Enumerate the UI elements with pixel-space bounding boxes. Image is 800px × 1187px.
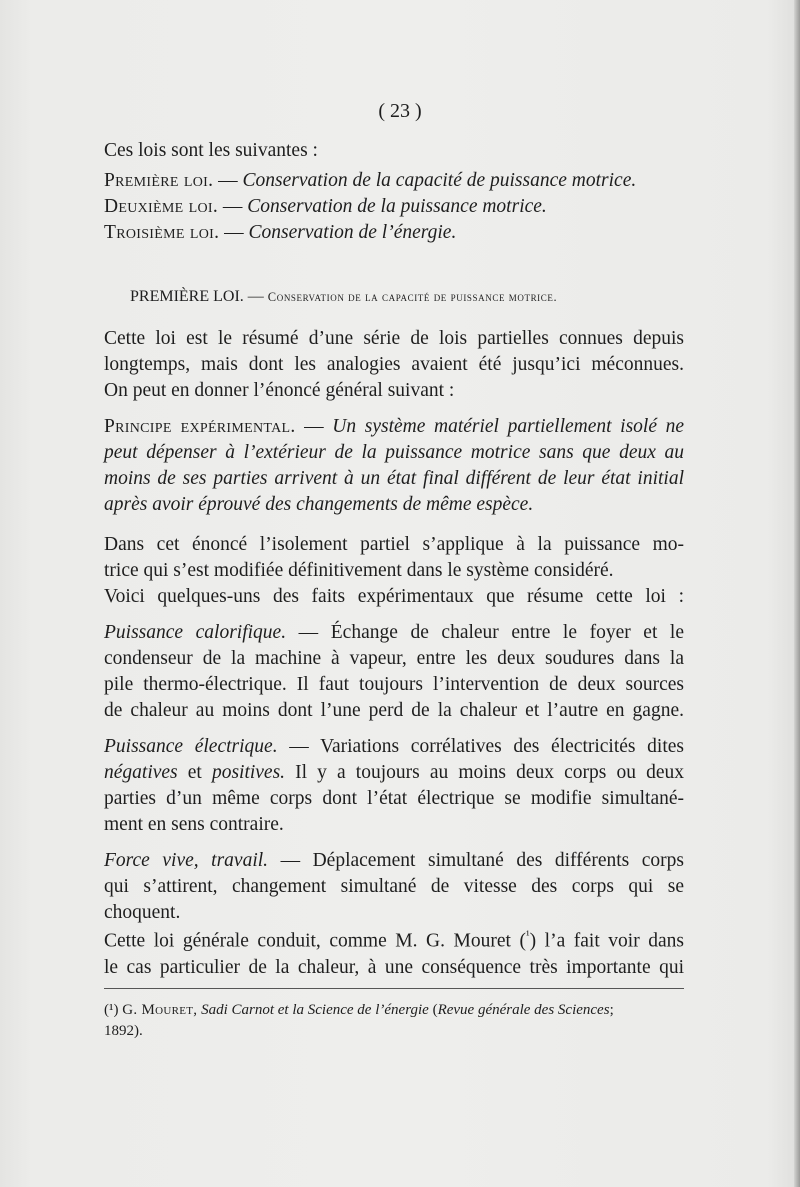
- force-paragraph: Force vive, travail. — Déplacement simultané des différents corps qui s’attirent, changement simultané de vitesse des corps qui se choquent.: [104, 850, 684, 923]
- laws-list: [104, 168, 684, 246]
- calorific-paragraph: Puissance calorifique. — Échange de chaleur entre le foyer et le condenseur de la machine à vapeur, entre les deux soudures dans la pile thermo-électrique. Il faut toujours l’intervention de deux sources de chaleur au moins dont l’une perd de la chaleur et l’autre en gagne.: [104, 622, 685, 721]
- law-2: Deuxième loi. — Conservation de la puissance motrice.: [104, 196, 547, 217]
- footnote-divider: [104, 988, 684, 989]
- paragraph-2: Dans cet énoncé l’isolement partiel s’applique à la puissance mo- trice qui s’est modifiée définitivement dans le système considéré. Voici quelques-uns des faits expérimentaux que résume cette loi :: [104, 534, 684, 607]
- last-paragraph: Cette loi générale conduit, comme M. G. Mouret ($^{^1}$) l’a fait voir dans le cas particulier de la chaleur, à une conséquence très importante qui: [104, 928, 685, 978]
- electric-paragraph: Puissance électrique. — Variations corrélatives des électricités dites négatives et positives. Il y a toujours au moins deux corps ou deux parties d’un même corps dont l’état électrique se modifie simultané- ment en sens contraire.: [104, 736, 684, 835]
- paragraph-1: Cette loi est le résumé d’une série de lois partielles connues depuis longtemps, mais dont les analogies avaient été jusqu’ici méconnues. On peut en donner l’énoncé général suivant :: [104, 328, 684, 401]
- principle-paragraph: Principe expérimental. — Un système matériel partiellement isolé ne peut dépenser à l’extérieur de la puissance motrice sans que deux au moins de ses parties arrivent à un état final différent de leur état initial après avoir éprouvé des changements de même espèce.: [104, 416, 684, 515]
- law-1: Première loi. — Conservation de la capacité de puissance motrice.: [104, 170, 637, 191]
- footnote: (¹) G. Mouret, Sadi Carnot et la Science de l’énergie (Revue générale des Sciences; 1892).: [104, 1002, 614, 1039]
- section-heading: PREMIÈRE LOI. — Conservation de la capacité de puissance motrice.: [130, 288, 558, 305]
- laws-intro: [104, 138, 684, 164]
- page-edge-shadow: [794, 0, 800, 1187]
- footnote-reference: ¹: [526, 928, 530, 942]
- law-3: Troisième loi. — Conservation de l’énergie.: [104, 222, 457, 243]
- intro-line: Ces lois sont les suivantes :: [104, 140, 318, 161]
- page-number: ( 23 ): [378, 100, 422, 122]
